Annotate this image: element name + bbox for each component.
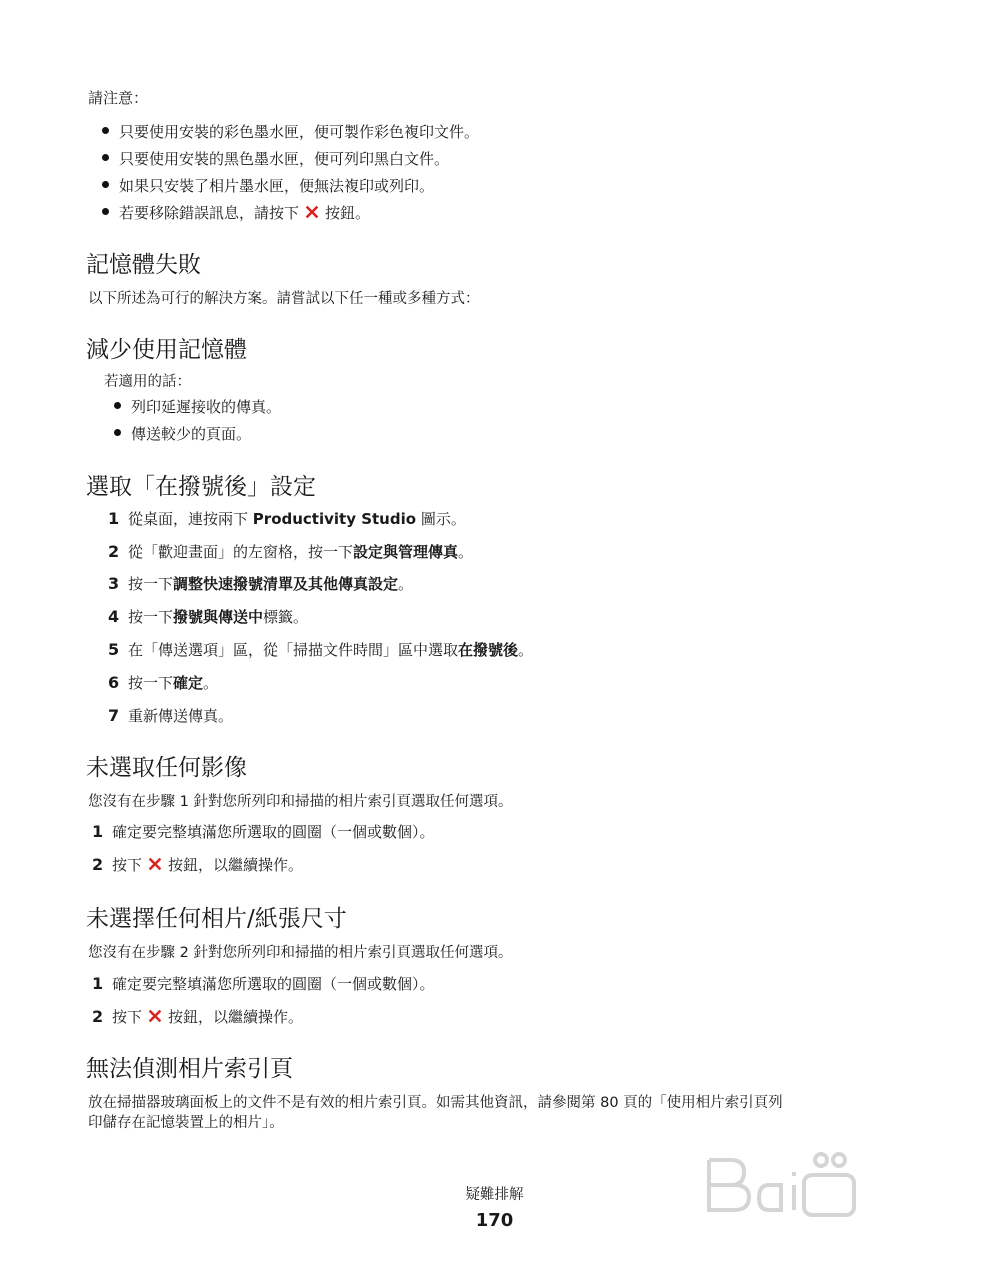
section-heading-no-size: 未選擇任何相片/紙張尺寸 <box>86 906 347 932</box>
step-item <box>108 672 218 693</box>
step-item <box>108 573 413 594</box>
note-bullet-text: 只要使用安裝的黑色墨水匣，便可列印黑白文件。 <box>119 150 450 168</box>
cancel-x-icon <box>303 203 321 221</box>
section-heading-after-dial: 選取「在撥號後」設定 <box>86 474 316 500</box>
step-bold-text: 在撥號後 <box>458 641 519 659</box>
note-bullet <box>102 121 479 142</box>
step-text: 按鈕，以繼續操作。 <box>168 856 304 874</box>
section-heading-reduce-memory: 減少使用記憶體 <box>86 337 247 363</box>
bullet-dot <box>114 402 121 409</box>
bullet-dot <box>102 154 109 161</box>
page-number: 170 <box>475 1210 514 1231</box>
step-number: 5 <box>108 640 120 659</box>
note-bullet-text: 按鈕。 <box>325 204 371 222</box>
bullet-dot <box>102 208 109 215</box>
step-item <box>108 606 308 627</box>
baidu-watermark-logo <box>699 1140 949 1260</box>
step-text: 重新傳送傳真。 <box>128 707 234 725</box>
step-text: 。 <box>398 575 414 593</box>
no-index-para-line2: 印儲存在記憶裝置上的相片」。 <box>88 1115 284 1131</box>
step-number: 3 <box>108 574 120 593</box>
reduce-memory-bullet <box>114 396 281 417</box>
cancel-x-icon <box>146 855 164 873</box>
step-bold-text: 確定 <box>173 674 204 692</box>
no-size-intro: 您沒有在步驟 2 針對您所列印和掃描的相片索引頁選取任何選項。 <box>88 945 513 961</box>
step-bold-text: 設定與管理傳真 <box>353 543 459 561</box>
bullet-dot <box>102 127 109 134</box>
step-text: 按下 <box>112 856 143 874</box>
step-text: 確定要完整填滿您所選取的圓圈（一個或數個）。 <box>112 823 435 841</box>
step-item <box>92 973 435 994</box>
section-heading-no-index: 無法偵測相片索引頁 <box>86 1056 293 1082</box>
note-bullet-text: 只要使用安裝的彩色墨水匣，便可製作彩色複印文件。 <box>119 123 480 141</box>
step-text: 從桌面，連按兩下 <box>128 510 249 528</box>
reduce-memory-bullet <box>114 423 251 444</box>
no-index-para-line1: 放在掃描器玻璃面板上的文件不是有效的相片索引頁。如需其他資訊，請參閱第 80 頁的「使用相片索引頁列 <box>88 1095 783 1111</box>
cancel-x-icon <box>146 1007 164 1025</box>
note-bullet <box>102 175 434 196</box>
note-bullet-text: 如果只安裝了相片墨水匣，便無法複印或列印。 <box>119 177 435 195</box>
step-item <box>108 508 466 529</box>
step-text: 按一下 <box>128 674 174 692</box>
step-text: 圖示。 <box>420 510 466 528</box>
step-text: 。 <box>518 641 534 659</box>
memory-fail-intro: 以下所述為可行的解決方案。請嘗試以下任一種或多種方式： <box>88 291 480 307</box>
step-item <box>108 639 533 660</box>
bullet-dot <box>114 429 121 436</box>
step-number: 1 <box>92 822 104 841</box>
section-heading-memory-fail: 記憶體失敗 <box>86 252 201 278</box>
step-number: 1 <box>108 509 120 528</box>
step-number: 2 <box>92 855 104 874</box>
step-number: 2 <box>108 542 120 561</box>
step-item <box>92 1006 303 1027</box>
step-item <box>92 854 303 875</box>
step-bold-text: 撥號與傳送中 <box>173 608 264 626</box>
reduce-memory-intro: 若適用的話： <box>104 374 191 390</box>
step-item <box>108 541 473 562</box>
step-text: 標籤。 <box>263 608 309 626</box>
step-text: 在「傳送選項」區，從「掃描文件時間」區中選取 <box>128 641 459 659</box>
step-bold-text: Productivity Studio <box>252 510 417 528</box>
step-number: 6 <box>108 673 120 692</box>
step-number: 7 <box>108 706 120 725</box>
step-text: 按下 <box>112 1008 143 1026</box>
bullet-dot <box>102 181 109 188</box>
step-number: 4 <box>108 607 120 626</box>
step-text: 。 <box>458 543 474 561</box>
step-text: 按一下 <box>128 608 174 626</box>
step-bold-text: 調整快速撥號清單及其他傳真設定 <box>173 575 399 593</box>
bullet-text: 傳送較少的頁面。 <box>131 425 252 443</box>
note-title: 請注意： <box>88 89 149 107</box>
note-bullet-text: 若要移除錯誤訊息，請按下 <box>119 204 300 222</box>
no-image-intro: 您沒有在步驟 1 針對您所列印和掃描的相片索引頁選取任何選項。 <box>88 794 513 810</box>
step-text: 。 <box>203 674 219 692</box>
step-item <box>92 821 435 842</box>
step-item <box>108 705 233 726</box>
step-text: 按一下 <box>128 575 174 593</box>
note-bullet <box>102 148 449 169</box>
step-text: 從「歡迎畫面」的左窗格，按一下 <box>128 543 354 561</box>
note-bullet <box>102 202 370 223</box>
section-heading-no-image: 未選取任何影像 <box>86 755 247 781</box>
bullet-text: 列印延遲接收的傳真。 <box>131 398 282 416</box>
footer-section-label: 疑難排解 <box>465 1187 524 1203</box>
step-text: 確定要完整填滿您所選取的圓圈（一個或數個）。 <box>112 975 435 993</box>
step-number: 2 <box>92 1007 104 1026</box>
step-number: 1 <box>92 974 104 993</box>
step-text: 按鈕，以繼續操作。 <box>168 1008 304 1026</box>
